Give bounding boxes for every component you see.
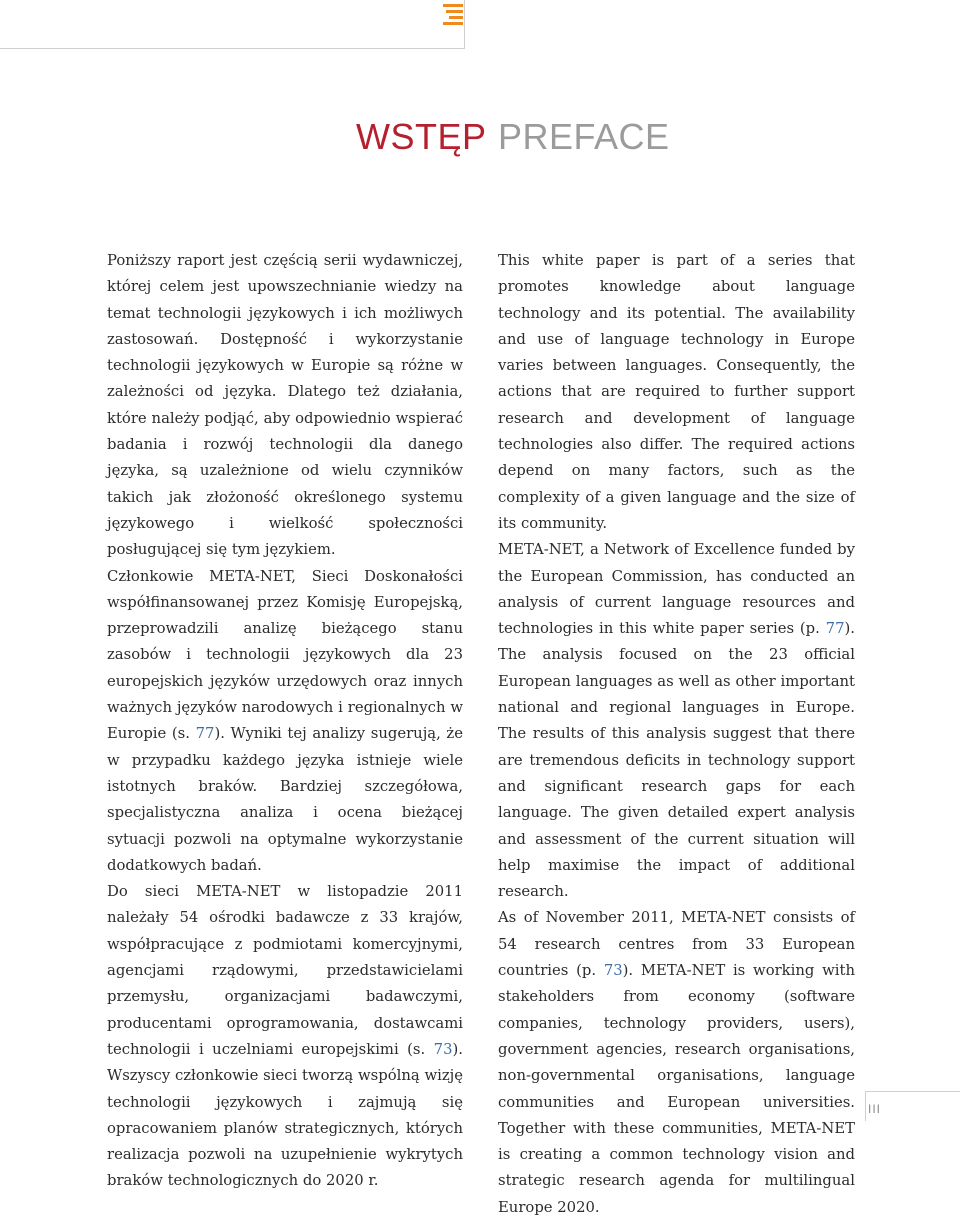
polish-text-column bbox=[107, 248, 463, 1195]
page-reference-link[interactable]: 73 bbox=[603, 962, 623, 980]
english-text-column bbox=[498, 248, 855, 1221]
page-reference-link[interactable]: 73 bbox=[433, 1040, 453, 1058]
paragraph-pl-1: Poniższy raport jest częścią serii wydawniczej, której celem jest upowszechnianie wiedzy na temat technologii językowych i ich możliwych zastosowań. Dostępność i wykorzystanie technologii językowych w Europie są różne w zależności od języka. Dlatego też działania, które należy podjąć, aby odpowiednio wspierać badania i rozwój technologii dla danego języka, są uzależnione od wielu czynników takich jak złożoność określonego systemu językowego i wielkość społeczności posługującej się tym językiem. bbox=[107, 252, 463, 559]
paragraph-en-3: As of November 2011, META-NET consists of 54 research centres from 33 European countries (p. 73). META-NET is working with stakeholders from economy (software companies, technology providers, users), government agencies, research organisations, non-governmental organisations, language communities and European universities. Together with these communities, META-NET is creating a common technology vision and strategic research agenda for multilingual Europe 2020. bbox=[498, 909, 855, 1216]
page-reference-link[interactable]: 77 bbox=[825, 620, 845, 638]
paragraph-pl-3: Do sieci META-NET w listopadzie 2011 należały 54 ośrodki badawcze z 33 krajów, współpracujące z podmiotami komercyjnymi, agencjami rządowymi, przedstawicielami przemysłu, organizacjami badawczymi, producentami oprogramowania, dostawcami technologii i uczelniami europejskimi (s. 73). Wszyscy członkowie sieci tworzą wspólną wizję technologii językowych i zajmują się opracowaniem planów strategicznych, których realizacja pozwoli na uzupełnienie wykrytych braków technologicznych do 2020 r. bbox=[107, 883, 463, 1190]
bottom-rule-vertical bbox=[865, 1091, 866, 1121]
paragraph-pl-2: Członkowie META-NET, Sieci Doskonałości współfinansowanej przez Komisję Europejską, przeprowadzili analizę bieżącego stanu zasobów i technologii językowych dla 23 europejskich języków urzędowych oraz innych ważnych języków narodowych i regionalnych w Europie (s. 77). Wyniki tej analizy sugerują, że w przypadku każdego języka istnieje wiele istotnych braków. Bardziej szczegółowa, specjalistyczna analiza i ocena bieżącej sytuacji pozwoli na optymalne wykorzystanie dodatkowych badań. bbox=[107, 567, 463, 874]
page-number: III bbox=[868, 1102, 882, 1116]
page-reference-link[interactable]: 77 bbox=[195, 725, 215, 743]
title-polish: WSTĘP bbox=[356, 116, 487, 157]
meta-net-stripes-icon bbox=[440, 2, 466, 28]
page-title bbox=[0, 110, 960, 170]
paragraph-en-1: This white paper is part of a series that promotes knowledge about language technology and its potential. The availability and use of language technology in Europe varies between languages. Consequently, the actions that are required to further support research and development of language technologies also differ. The required actions depend on many factors, such as the complexity of a given language and the size of its community. bbox=[498, 252, 855, 532]
bottom-rule bbox=[865, 1091, 960, 1092]
title-english: PREFACE bbox=[498, 116, 670, 157]
top-rule bbox=[0, 48, 465, 49]
paragraph-en-2: META-NET, a Network of Excellence funded by the European Commission, has conducted an analysis of current language resources and technologies in this white paper series (p. 77). The analysis focused on the 23 official European languages as well as other important national and regional languages in Europe. The results of this analysis suggest that there are tremendous deficits in technology support and significant research gaps for each language. The given detailed expert analysis and assessment of the current situation will help maximise the impact of additional research. bbox=[498, 541, 855, 901]
